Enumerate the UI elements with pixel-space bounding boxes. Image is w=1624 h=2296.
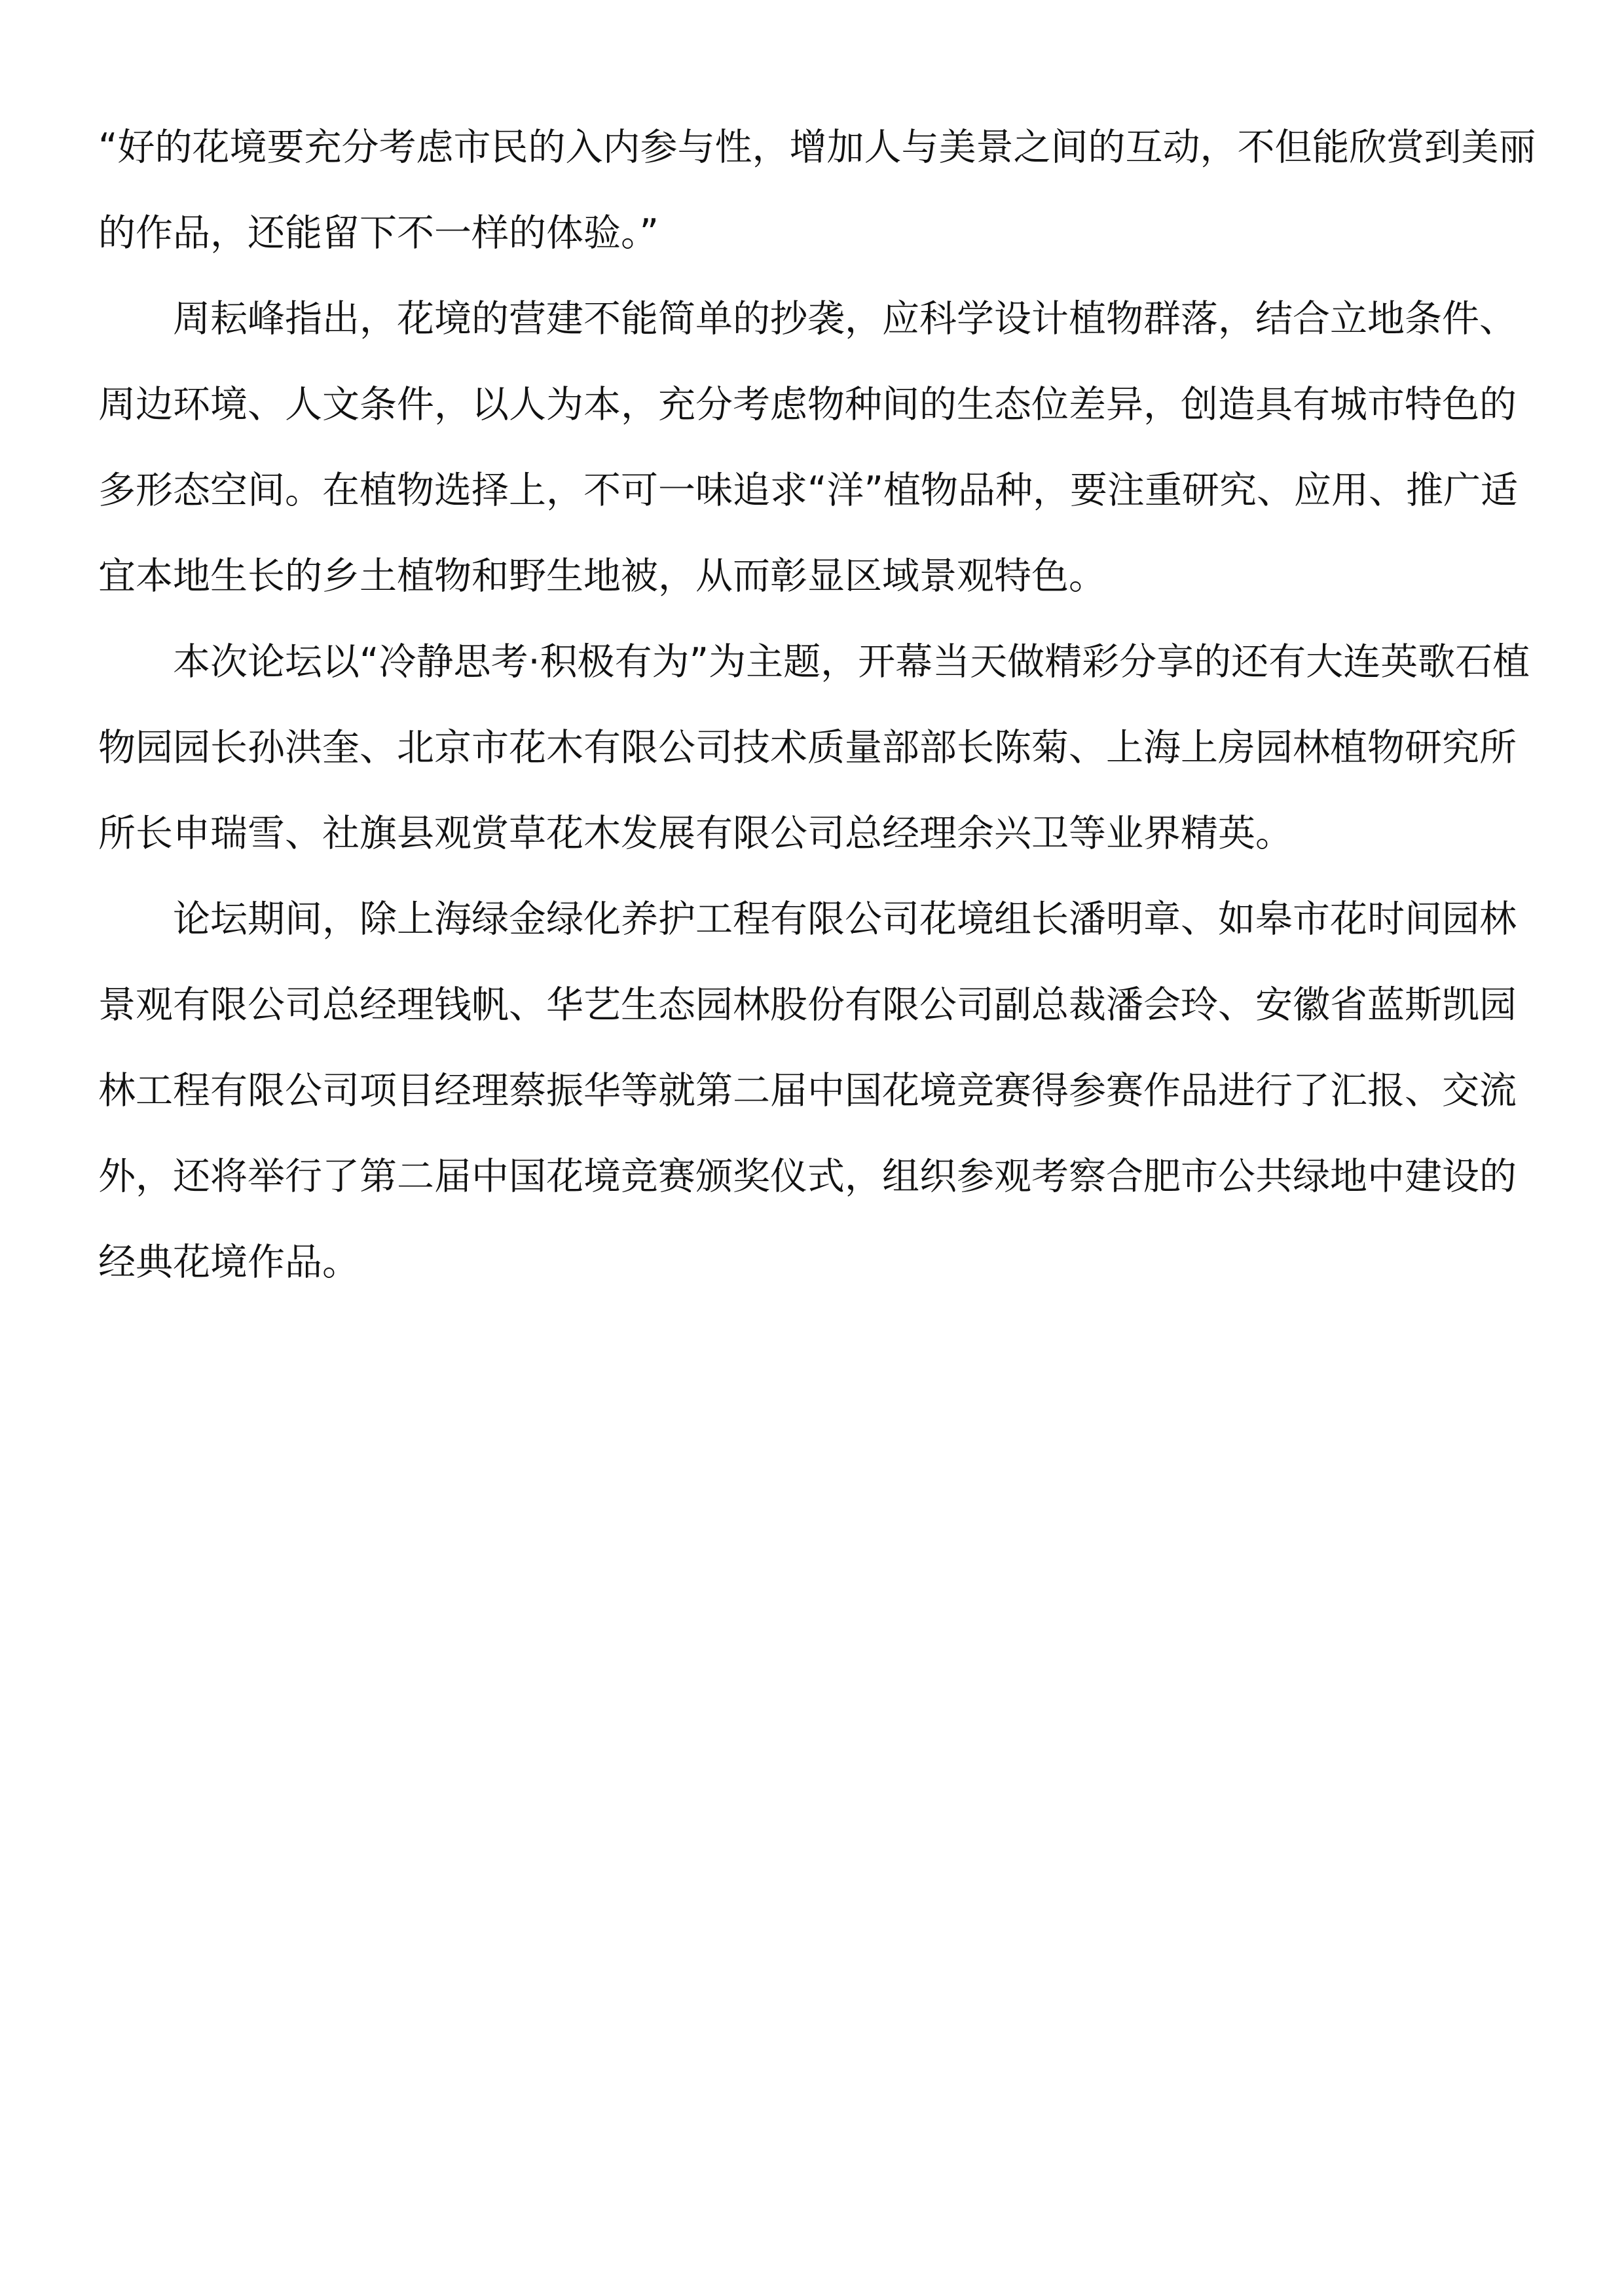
paragraph-4-line-3: 林工程有限公司项目经理蔡振华等就第二届中国花境竞赛得参赛作品进行了汇报、交流	[98, 1069, 1517, 1112]
paragraph-3-line-2: 物园园长孙洪奎、北京市花木有限公司技术质量部部长陈菊、上海上房园林植物研究所	[98, 726, 1517, 769]
document-body	[98, 105, 1536, 1305]
paragraph-2-line-3: 多形态空间。在植物选择上，不可一味追求“洋”植物品种，要注重研究、应用、推广适	[98, 469, 1519, 512]
paragraph-4-line-1: 论坛期间，除上海绿金绿化养护工程有限公司花境组长潘明章、如皋市花时间园林	[173, 898, 1517, 941]
paragraph-4	[98, 877, 1526, 1305]
paragraph-4-line-4: 外，还将举行了第二届中国花境竞赛颁奖仪式，组织参观考察合肥市公共绿地中建设的	[98, 1155, 1517, 1198]
paragraph-4-line-2: 景观有限公司总经理钱帆、华艺生态园林股份有限公司副总裁潘会玲、安徽省蓝斯凯园	[98, 983, 1517, 1027]
paragraph-2-line-2: 周边环境、人文条件，以人为本，充分考虑物种间的生态位差异，创造具有城市特色的	[98, 383, 1517, 426]
paragraph-3-line-1: 本次论坛以“冷静思考·积极有为”为主题，开幕当天做精彩分享的还有大连英歌石植	[173, 640, 1530, 683]
paragraph-1-line-2: 的作品，还能留下不一样的体验。”	[98, 211, 659, 255]
paragraph-4-line-5: 经典花境作品。	[98, 1241, 360, 1284]
paragraph-2-line-4: 宜本地生长的乡土植物和野生地被，从而彰显区域景观特色。	[98, 555, 1106, 598]
paragraph-3-line-3: 所长申瑞雪、社旗县观赏草花木发展有限公司总经理余兴卫等业界精英。	[98, 812, 1293, 855]
paragraph-2	[98, 276, 1526, 619]
paragraph-2-line-1: 周耘峰指出，花境的营建不能简单的抄袭，应科学设计植物群落，结合立地条件、	[173, 297, 1517, 340]
paragraph-1	[98, 105, 1536, 276]
paragraph-1-line-1: “好的花境要充分考虑市民的入内参与性，增加人与美景之间的互动，不但能欣赏到美丽	[98, 126, 1536, 169]
paragraph-3	[98, 619, 1530, 877]
